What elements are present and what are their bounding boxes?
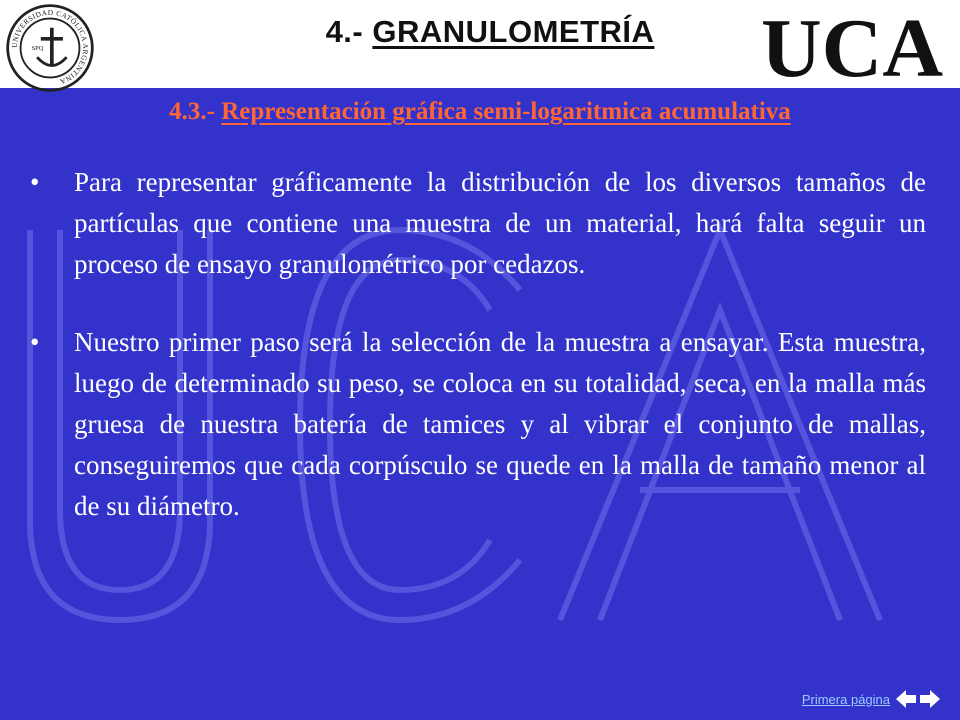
svg-text:UNIVERSIDAD CATÓLICA ARGENTINA: UNIVERSIDAD CATÓLICA ARGENTINA: [9, 7, 91, 87]
title-number: 4.-: [325, 14, 364, 49]
arrow-left-icon[interactable]: [896, 690, 916, 708]
content-bullets: [30, 162, 926, 527]
bullet-marker: •: [30, 327, 40, 357]
bullet-item: [30, 162, 926, 285]
bullet-item: [30, 322, 926, 527]
bullet-marker: •: [30, 167, 40, 197]
uca-logo: [748, 4, 956, 86]
subtitle-number: 4.3.-: [169, 98, 215, 125]
first-page-link[interactable]: Primera página: [801, 691, 890, 707]
page-title: [240, 14, 740, 50]
section-subtitle: [0, 88, 960, 132]
university-seal-logo: [4, 2, 96, 94]
svg-text:SPQ: SPQ: [31, 44, 44, 52]
title-text: GRANULOMETRÍA: [372, 14, 655, 49]
arrow-right-icon[interactable]: [920, 690, 940, 708]
bullet-text: Nuestro primer paso será la selección de la muestra a ensayar. Esta muestra, luego de determinado su peso, se coloca en su totalidad, seca, en la malla más gruesa de nuestra batería de tamices y al vibrar el conjunto de mallas, conseguiremos que cada corpúsculo se quede en la malla de tamaño menor al de su diámetro.: [74, 327, 926, 521]
svg-text:UCA: UCA: [761, 4, 943, 86]
subtitle-text: Representación gráfica semi-logaritmica acumulativa: [221, 98, 791, 125]
header: [0, 0, 960, 88]
footer-navigation: [802, 690, 940, 708]
bullet-text: Para representar gráficamente la distribución de los diversos tamaños de partículas que contiene una muestra de un material, hará falta seguir un proceso de ensayo granulométrico por cedazos.: [74, 167, 926, 279]
